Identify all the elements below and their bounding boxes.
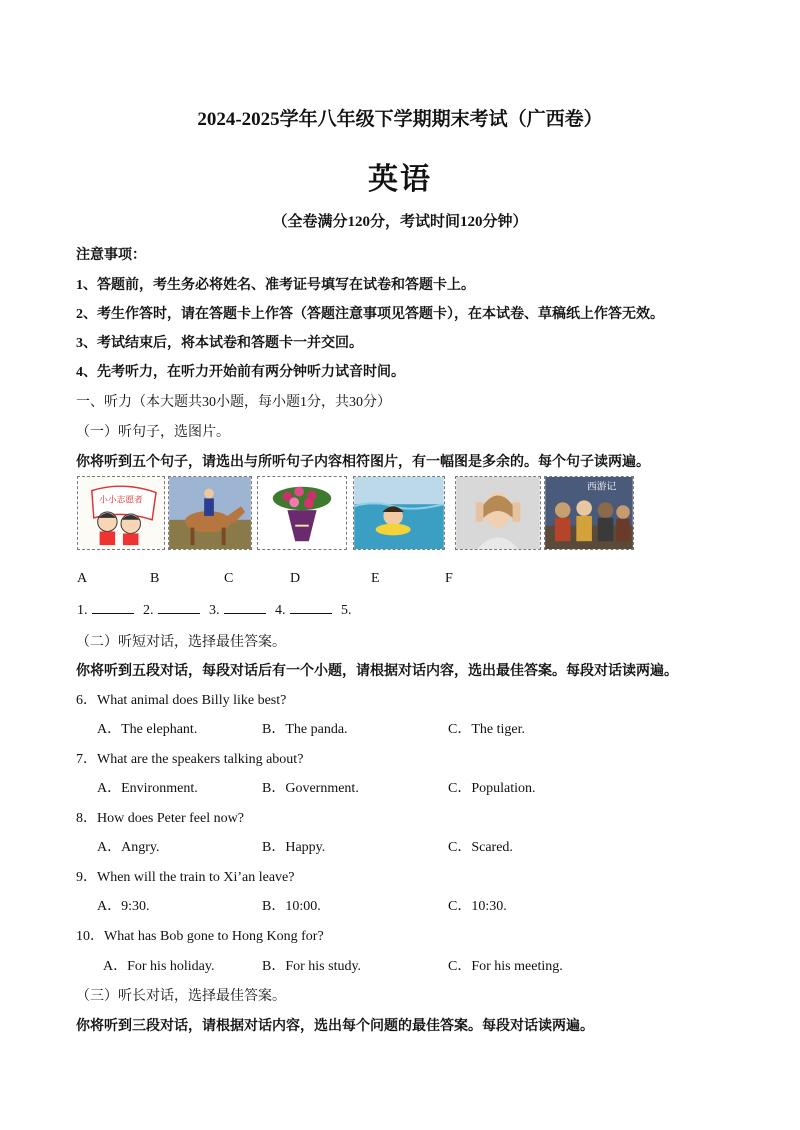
subject-title: 英语 <box>368 163 432 196</box>
picture-d <box>353 476 445 550</box>
notice-item: 1、答题前，考生务必将姓名、准考证号填写在试卷和答题卡上。 <box>76 278 475 293</box>
question: 6．What animal does Billy like best? <box>76 693 287 708</box>
blank-number: 1. <box>77 603 88 618</box>
svg-text:西游记: 西游记 <box>587 481 617 493</box>
part-instruction: 你将听到五段对话，每段对话后有一个小题，请根据对话内容，选出最佳答案。每段对话读两遍。 <box>76 664 678 679</box>
picture-a <box>77 476 165 550</box>
answer-blank[interactable] <box>158 601 200 614</box>
section-title: 一、听力（本大题共30小题，每小题1分，共30分） <box>76 395 391 410</box>
picture-letter: E <box>371 571 380 586</box>
notice-item: 2、考生作答时，请在答题卡上作答（答题注意事项见答题卡），在本试卷、草稿纸上作答无效。 <box>76 307 664 322</box>
question: 10．What has Bob gone to Hong Kong for? <box>76 929 324 944</box>
blank-number: 5. <box>341 603 352 618</box>
journey-to-the-west-icon <box>545 477 633 549</box>
notice-item: 4、先考听力，在听力开始前有两分钟听力试音时间。 <box>76 365 405 380</box>
picture-letter: B <box>150 571 160 586</box>
horse-rider-icon <box>169 477 251 549</box>
picture-letter: D <box>290 571 301 586</box>
picture-b <box>168 476 252 550</box>
option-b[interactable]: B．10:00. <box>262 899 321 914</box>
part-instruction: 你将听到三段对话，请根据对话内容，选出每个问题的最佳答案。每段对话读两遍。 <box>76 1019 594 1034</box>
part-title: （三）听长对话，选择最佳答案。 <box>76 989 286 1004</box>
option-c[interactable]: C．The tiger. <box>448 722 525 737</box>
option-a[interactable]: A．For his holiday. <box>103 959 215 974</box>
children-flag-cartoon-icon <box>78 477 164 549</box>
part-instruction: 你将听到五个句子，请选出与所听句子内容相符图片，有一幅图是多余的。每个句子读两遍。 <box>76 455 650 470</box>
option-c[interactable]: C．Population. <box>448 781 536 796</box>
option-b[interactable]: B．Government. <box>262 781 359 796</box>
option-a[interactable]: A．9:30. <box>97 899 150 914</box>
part-title: （一）听句子，选图片。 <box>76 425 230 440</box>
option-a[interactable]: A．The elephant. <box>97 722 198 737</box>
svg-text:小小志愿者: 小小志愿者 <box>99 495 143 506</box>
picture-letter: C <box>224 571 234 586</box>
option-c[interactable]: C．Scared. <box>448 840 513 855</box>
flower-bouquet-icon <box>258 477 346 549</box>
blank-number: 3. <box>209 603 220 618</box>
answer-blanks <box>77 601 352 619</box>
girl-swimming-icon <box>354 477 444 549</box>
blank-number: 2. <box>143 603 154 618</box>
answer-blank[interactable] <box>92 601 134 614</box>
picture-c <box>257 476 347 550</box>
option-a[interactable]: A．Angry. <box>97 840 160 855</box>
question: 9．When will the train to Xi’an leave? <box>76 870 295 885</box>
option-c[interactable]: C．For his meeting. <box>448 959 563 974</box>
option-a[interactable]: A．Environment. <box>97 781 198 796</box>
exam-title: 2024-2025学年八年级下学期期末考试（广西卷） <box>197 109 603 130</box>
notice-heading: 注意事项： <box>76 248 146 263</box>
question: 7．What are the speakers talking about? <box>76 752 304 767</box>
answer-blank[interactable] <box>224 601 266 614</box>
scoring-info: （全卷满分120分，考试时间120分钟） <box>272 214 528 230</box>
option-b[interactable]: B．Happy. <box>262 840 326 855</box>
picture-letter: A <box>77 571 88 586</box>
answer-blank[interactable] <box>290 601 332 614</box>
picture-letter: F <box>445 571 453 586</box>
option-b[interactable]: B．For his study. <box>262 959 362 974</box>
notice-item: 3、考试结束后，将本试卷和答题卡一并交回。 <box>76 336 363 351</box>
picture-f <box>544 476 634 550</box>
part-title: （二）听短对话，选择最佳答案。 <box>76 635 286 650</box>
option-b[interactable]: B．The panda. <box>262 722 348 737</box>
question: 8．How does Peter feel now? <box>76 811 244 826</box>
option-c[interactable]: C．10:30. <box>448 899 507 914</box>
blank-number: 4. <box>275 603 286 618</box>
headache-woman-icon <box>456 477 540 549</box>
picture-e <box>455 476 541 550</box>
